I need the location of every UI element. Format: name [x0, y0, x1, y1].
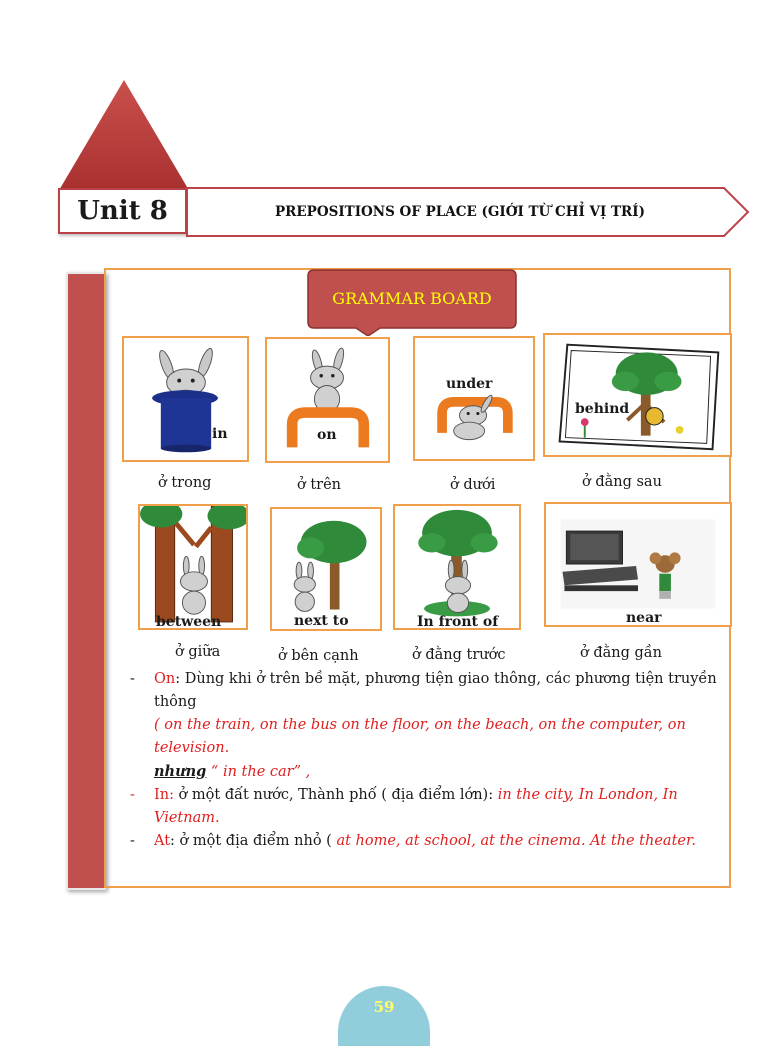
note-but-example: “ in the car” , [206, 764, 311, 780]
note-on-examples-row [130, 714, 720, 760]
card-on [265, 337, 390, 463]
note-in-examples: in the city, In London, In Vietnam. [154, 787, 678, 826]
note-in: - In: ở một đất nước, Thành phố ( địa điểm lớn): in the city, In London, In Vietnam. [130, 787, 678, 826]
rabbit-next-to-tree-image [272, 509, 380, 629]
note-at-text: : ở một địa điểm nhỏ ( [170, 833, 337, 849]
header-triangle-decoration [58, 80, 190, 192]
usage-notes [130, 668, 720, 853]
grammar-board-title: GRAMMAR BOARD [332, 288, 492, 308]
meaning-in-front-of: ở đằng trước [412, 647, 506, 663]
note-on-label: On [154, 671, 176, 687]
meaning-under: ở dưới [450, 477, 496, 493]
note-in-text: ở một đất nước, Thành phố ( địa điểm lớn): [173, 787, 498, 803]
card-word: in [212, 426, 228, 442]
rabbit-in-hat-image [124, 338, 247, 460]
meaning-near: ở đằng gần [580, 645, 663, 661]
note-but-word: nhưng [154, 763, 207, 780]
note-but-row [130, 760, 720, 784]
mouse-near-tv-image [546, 504, 730, 625]
note-at: - At: ở một địa điểm nhỏ ( at home, at school, at the cinema. At the theater. [130, 833, 696, 849]
card-near [544, 502, 732, 627]
page-title: PREPOSITIONS OF PLACE (GIỚI TỪ CHỈ VỊ TRÍ) [275, 204, 645, 220]
meaning-in: ở trong [158, 475, 212, 491]
meaning-between: ở giữa [175, 644, 221, 660]
rabbit-under-arch-image [415, 338, 533, 459]
board-side-bar [66, 272, 106, 890]
card-word: under [446, 376, 493, 392]
card-under [413, 336, 535, 461]
card-word: between [156, 614, 222, 630]
note-on: - On: Dùng khi ở trên bề mặt, phương tiện giao thông, các phương tiện truyền thông [130, 671, 717, 710]
card-between [138, 504, 248, 630]
note-at-examples: at home, at school, at the cinema. At the theater. [336, 833, 696, 849]
note-at-label: At [154, 833, 171, 849]
unit-label: Unit 8 [58, 188, 187, 234]
card-in [122, 336, 249, 462]
note-on-examples: ( on the train, on the bus on the floor, on the beach, on the computer, on television. [154, 717, 686, 756]
cat-behind-tree-image [545, 335, 730, 455]
page-number: 59 [373, 998, 395, 1016]
note-in-label: In: [154, 787, 174, 803]
card-behind [543, 333, 732, 457]
card-in-front-of [393, 504, 521, 630]
card-word: next to [294, 613, 349, 629]
card-word: near [626, 610, 662, 626]
rabbit-in-front-of-tree-image [395, 506, 519, 628]
card-next-to [270, 507, 382, 631]
card-word: on [317, 427, 337, 443]
rabbit-between-trees-image [140, 506, 246, 628]
card-word: In front of [417, 614, 499, 630]
meaning-on: ở trên [297, 477, 342, 493]
meaning-behind: ở đằng sau [582, 474, 662, 490]
card-word: behind [575, 401, 630, 417]
note-on-text: : Dùng khi ở trên bề mặt, phương tiện giao thông, các phương tiện truyền thông [154, 671, 717, 710]
page-number-badge [338, 986, 430, 1046]
meaning-next-to: ở bên cạnh [278, 648, 359, 664]
